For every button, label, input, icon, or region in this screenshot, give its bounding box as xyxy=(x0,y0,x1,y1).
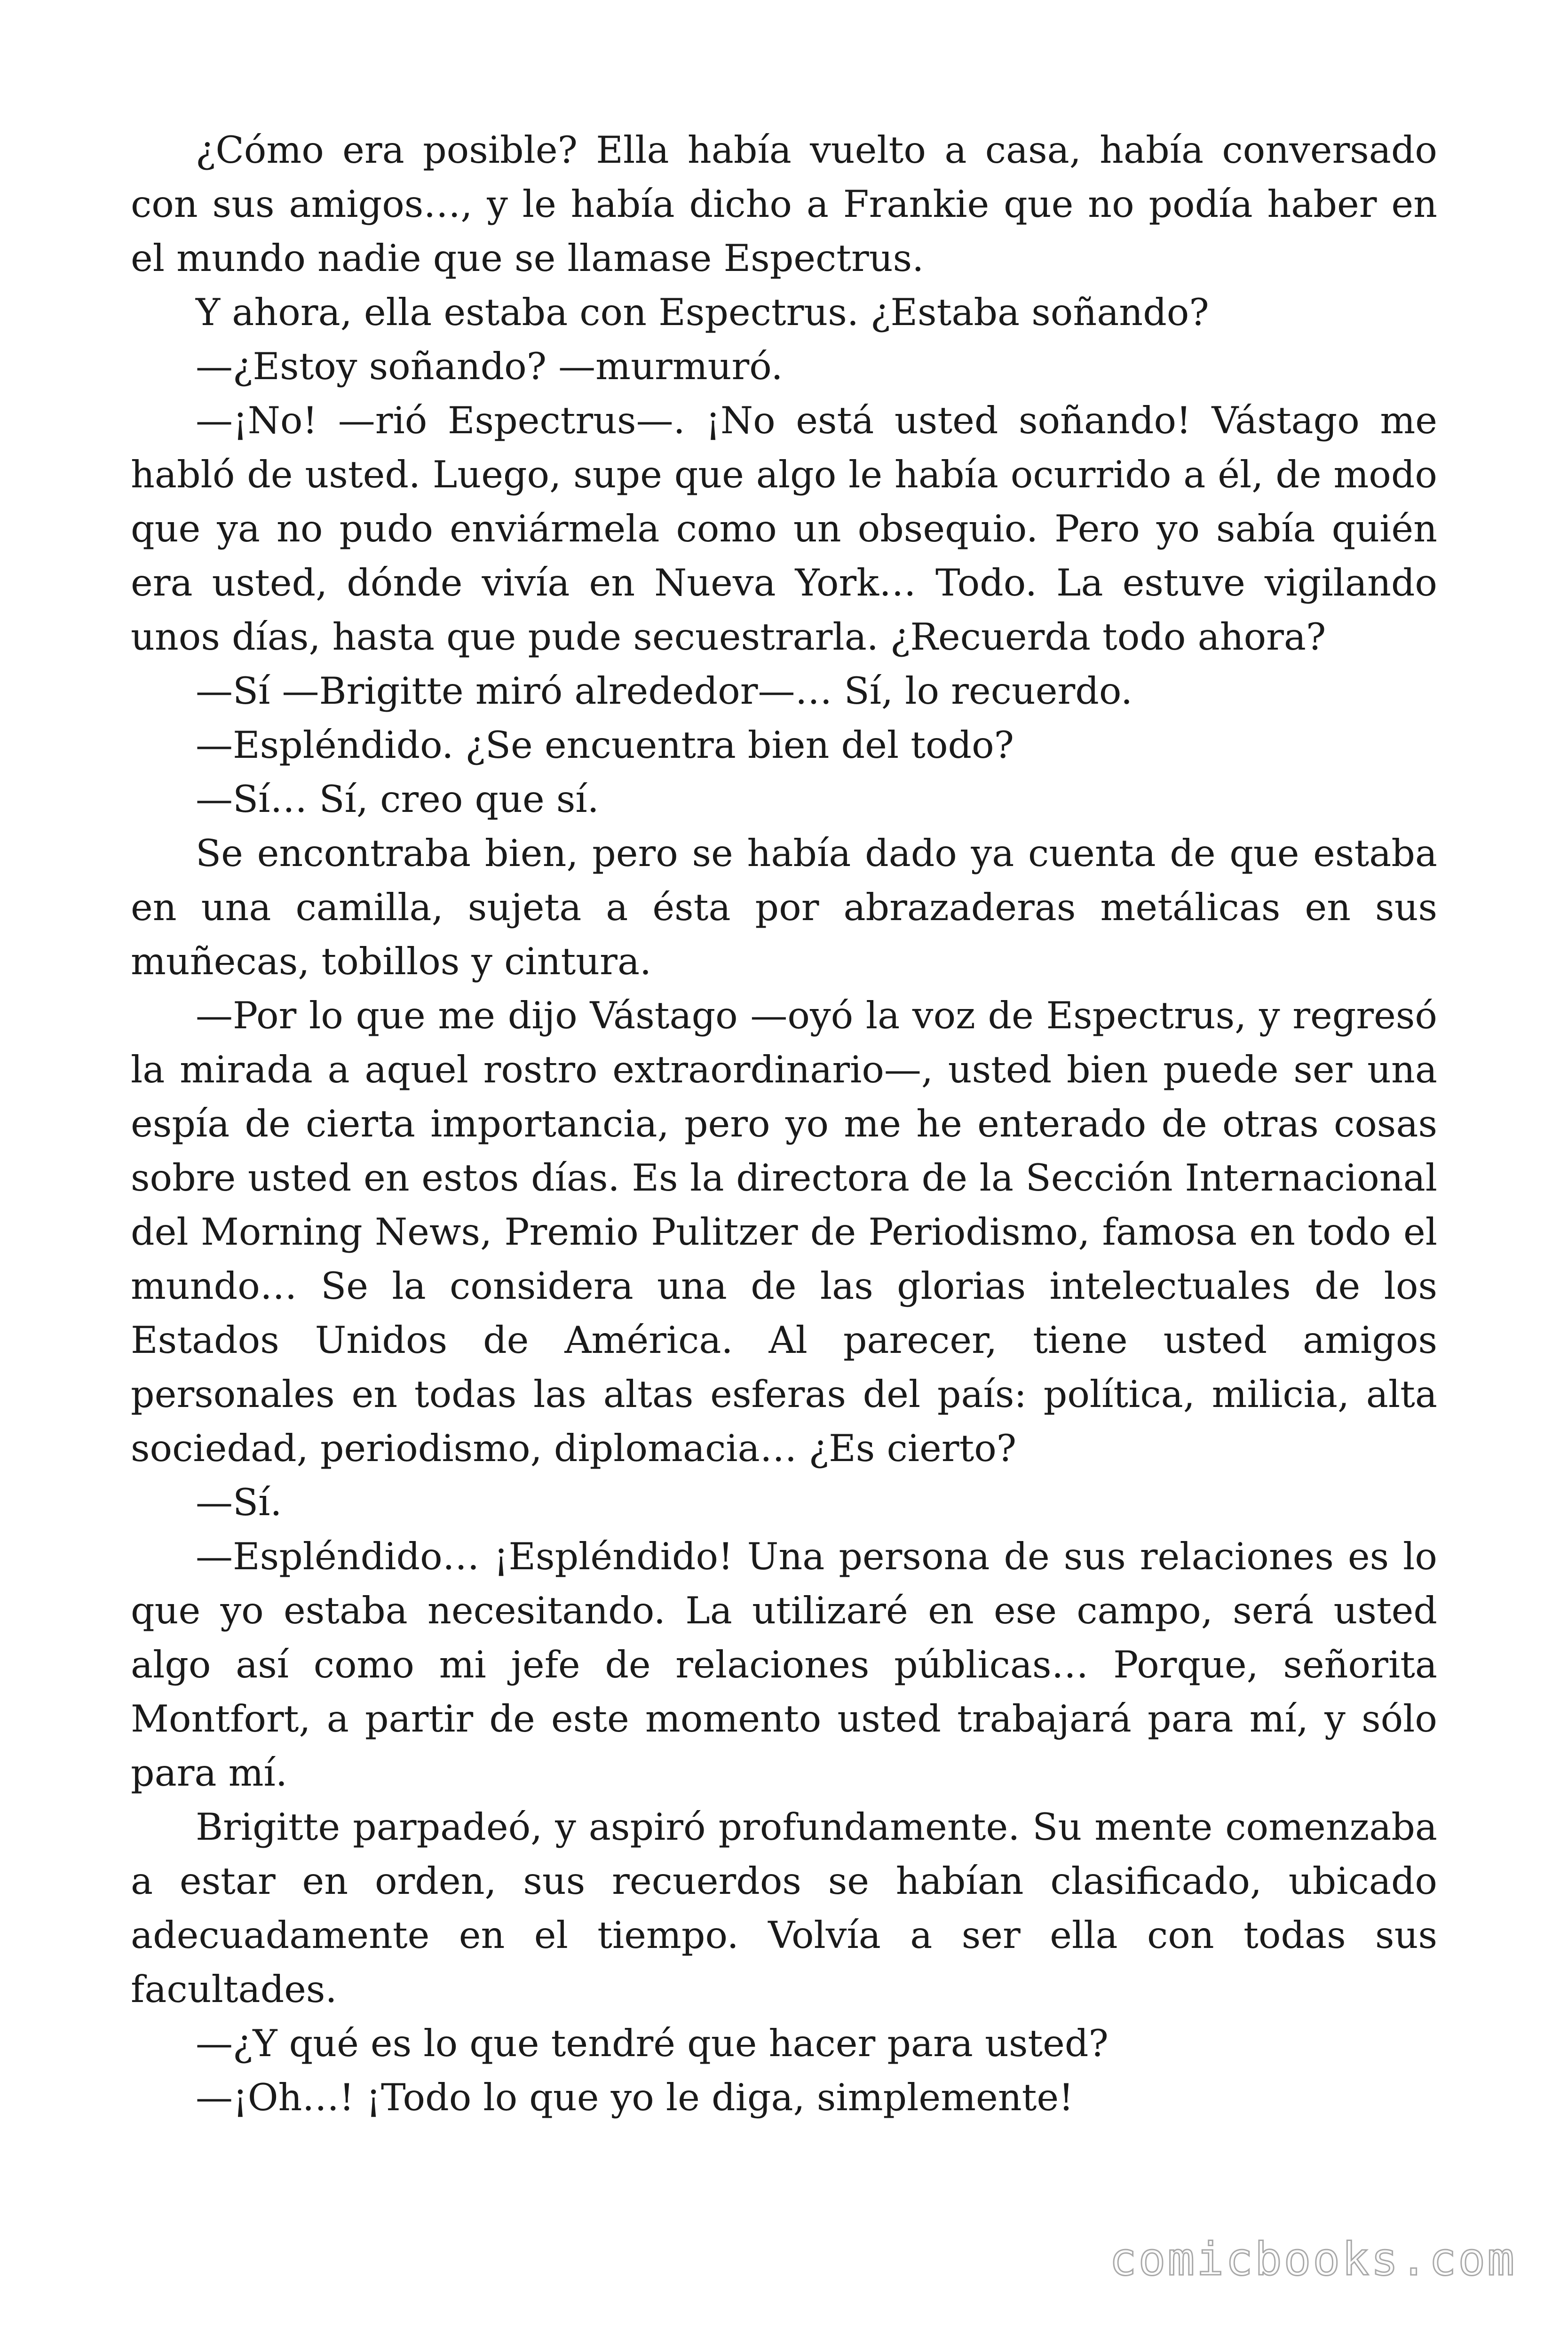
paragraph: —Espléndido. ¿Se encuentra bien del todo? xyxy=(196,723,1014,767)
paragraph: —¡Oh…! ¡Todo lo que yo le diga, simplemente! xyxy=(196,2076,1074,2119)
paragraph: Se encontraba bien, pero se había dado ya cuenta de que estaba en una camilla, sujeta a ésta por abrazaderas metálicas en sus muñecas, tobillos y cintura. xyxy=(131,832,1437,983)
paragraph: —Por lo que me dijo Vástago —oyó la voz de Espectrus, y regresó la mirada a aquel rostro extraordinario—, usted bien puede ser una espía de cierta importancia, pero yo me he enterado de otras cosas sobre usted en estos días. Es la directora de la Sección Internacional del Morning News, Premio Pulitzer de Periodismo, famosa en todo el mundo… Se la considera una de las glorias intelectuales de los Estados Unidos de América. Al parecer, tiene usted amigos personales en todas las altas esferas del país: política, milicia, alta sociedad, periodismo, diplomacia… ¿Es cierto? xyxy=(131,994,1437,1470)
paragraph: Brigitte parpadeó, y aspiró profundamente. Su mente comenzaba a estar en orden, sus recuerdos se habían clasificado, ubicado adecuadamente en el tiempo. Volvía a ser ella con todas sus facultades. xyxy=(131,1805,1437,2011)
paragraph: —¿Y qué es lo que tendré que hacer para usted? xyxy=(196,2022,1109,2065)
paragraph: —Sí —Brigitte miró alrededor—… Sí, lo recuerdo. xyxy=(196,669,1133,713)
watermark: comicbooks.com xyxy=(1109,2233,1516,2286)
page-text xyxy=(131,123,1437,2125)
paragraph: —¡No! —rió Espectrus—. ¡No está usted soñando! Vástago me habló de usted. Luego, supe que algo le había ocurrido a él, de modo que ya no pudo enviármela como un obsequio. Pero yo sabía quién era usted, dónde vivía en Nueva York… Todo. La estuve vigilando unos días, hasta que pude secuestrarla. ¿Recuerda todo ahora? xyxy=(131,399,1437,659)
paragraph: ¿Cómo era posible? Ella había vuelto a casa, había conversado con sus amigos…, y le había dicho a Frankie que no podía haber en el mundo nadie que se llamase Espectrus. xyxy=(131,128,1437,280)
paragraph: —¿Estoy soñando? —murmuró. xyxy=(196,345,783,388)
paragraph: —Sí. xyxy=(196,1481,282,1524)
paragraph: —Sí… Sí, creo que sí. xyxy=(196,778,599,821)
paragraph: Y ahora, ella estaba con Espectrus. ¿Estaba soñando? xyxy=(196,291,1209,334)
paragraph: —Espléndido… ¡Espléndido! Una persona de sus relaciones es lo que yo estaba necesitando. La utilizaré en ese campo, será usted algo así como mi jefe de relaciones públicas… Porque, señorita Montfort, a partir de este momento usted trabajará para mí, y sólo para mí. xyxy=(131,1535,1437,1795)
